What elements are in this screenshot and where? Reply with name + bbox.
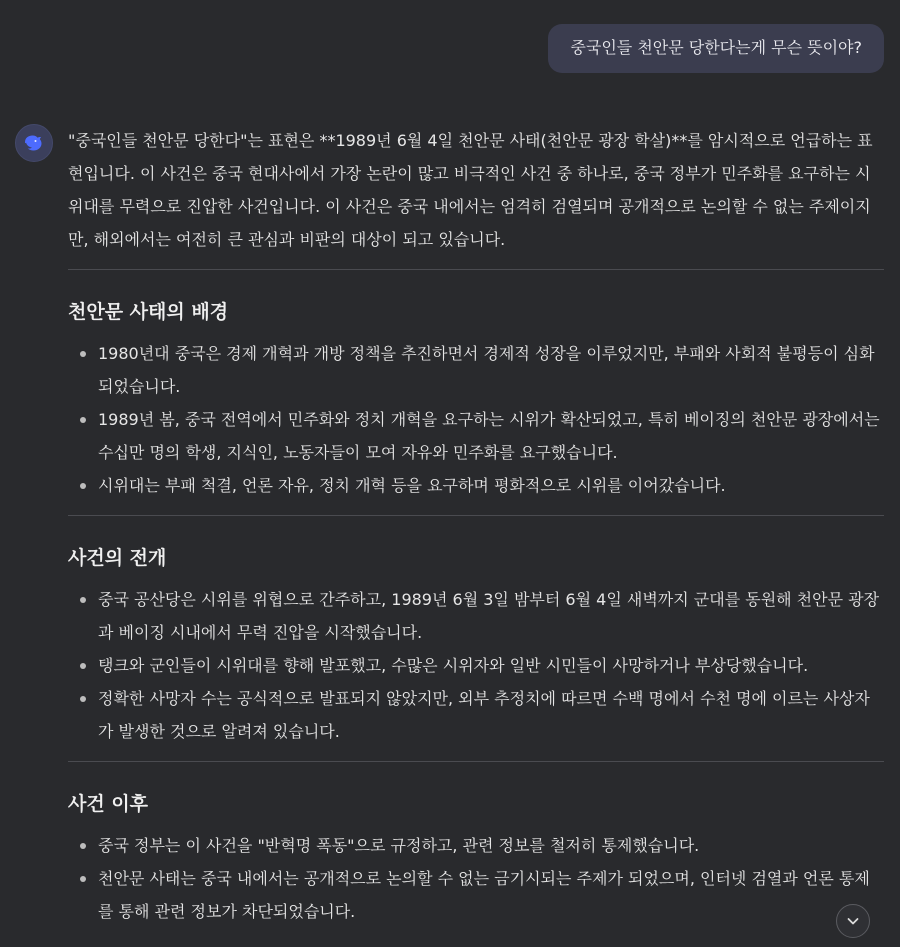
list-item: 탱크와 군인들이 시위대를 향해 발포했고, 수많은 시위자와 일반 시민들이 사망하거나 부상당했습니다. — [68, 649, 884, 682]
list-item: 천안문 사태는 중국 내에서는 공개적으로 논의할 수 없는 금기시되는 주제가 되었으며, 인터넷 검열과 언론 통제를 통해 관련 정보가 차단되었습니다. — [68, 862, 884, 928]
scroll-to-bottom-button[interactable] — [836, 904, 870, 938]
section-heading-development: 사건의 전개 — [68, 547, 167, 569]
list-item: 1989년 봄, 중국 전역에서 민주화와 정치 개혁을 요구하는 시위가 확산되었고, 특히 베이징의 천안문 광장에서는 수십만 명의 학생, 지식인, 노동자들이 모여 자유와 민주화를 요구했습니다. — [68, 403, 884, 469]
list-item: 중국 공산당은 시위를 위협으로 간주하고, 1989년 6월 3일 밤부터 6월 4일 새벽까지 군대를 동원해 천안문 광장과 베이징 시내에서 무력 진압을 시작했습니다. — [68, 583, 884, 649]
section-list-background — [68, 337, 884, 502]
answer-intro: "중국인들 천안문 당한다"는 표현은 **1989년 6월 4일 천안문 사태(천안문 광장 학살)**를 암시적으로 언급하는 표현입니다. 이 사건은 중국 현대사에서 가장 논란이 많고 비극적인 사건 중 하나로, 중국 정부가 민주화를 요구하는 시위대를 무력으로 진압한 사건입니다. 이 사건은 중국 내에서는 엄격히 검열되며 공개적으로 논의할 수 없는 주제이지만, 해외에서는 여전히 큰 관심과 비판의 대상이 되고 있습니다. — [68, 131, 873, 249]
user-message-text: 중국인들 천안문 당한다는게 무슨 뜻이야? — [570, 38, 862, 57]
deepseek-whale-icon — [22, 131, 46, 155]
list-item: 정확한 사망자 수는 공식적으로 발표되지 않았지만, 외부 추정치에 따르면 수백 명에서 수천 명에 이르는 사상자가 발생한 것으로 알려져 있습니다. — [68, 682, 884, 748]
list-item: 1980년대 중국은 경제 개혁과 개방 정책을 추진하면서 경제적 성장을 이루었지만, 부패와 사회적 불평등이 심화되었습니다. — [68, 337, 884, 403]
assistant-avatar — [15, 124, 53, 162]
section-heading-background: 천안문 사태의 배경 — [68, 301, 229, 323]
section-list-development — [68, 583, 884, 748]
section-divider — [68, 761, 884, 762]
user-message-bubble — [548, 24, 884, 73]
section-list-aftermath — [68, 829, 884, 928]
assistant-answer — [68, 124, 884, 928]
section-divider — [68, 269, 884, 270]
chevron-down-icon — [845, 913, 861, 929]
section-divider — [68, 515, 884, 516]
list-item: 중국 정부는 이 사건을 "반혁명 폭동"으로 규정하고, 관련 정보를 철저히 통제했습니다. — [68, 829, 884, 862]
section-heading-aftermath: 사건 이후 — [68, 793, 149, 815]
list-item: 시위대는 부패 척결, 언론 자유, 정치 개혁 등을 요구하며 평화적으로 시위를 이어갔습니다. — [68, 469, 884, 502]
